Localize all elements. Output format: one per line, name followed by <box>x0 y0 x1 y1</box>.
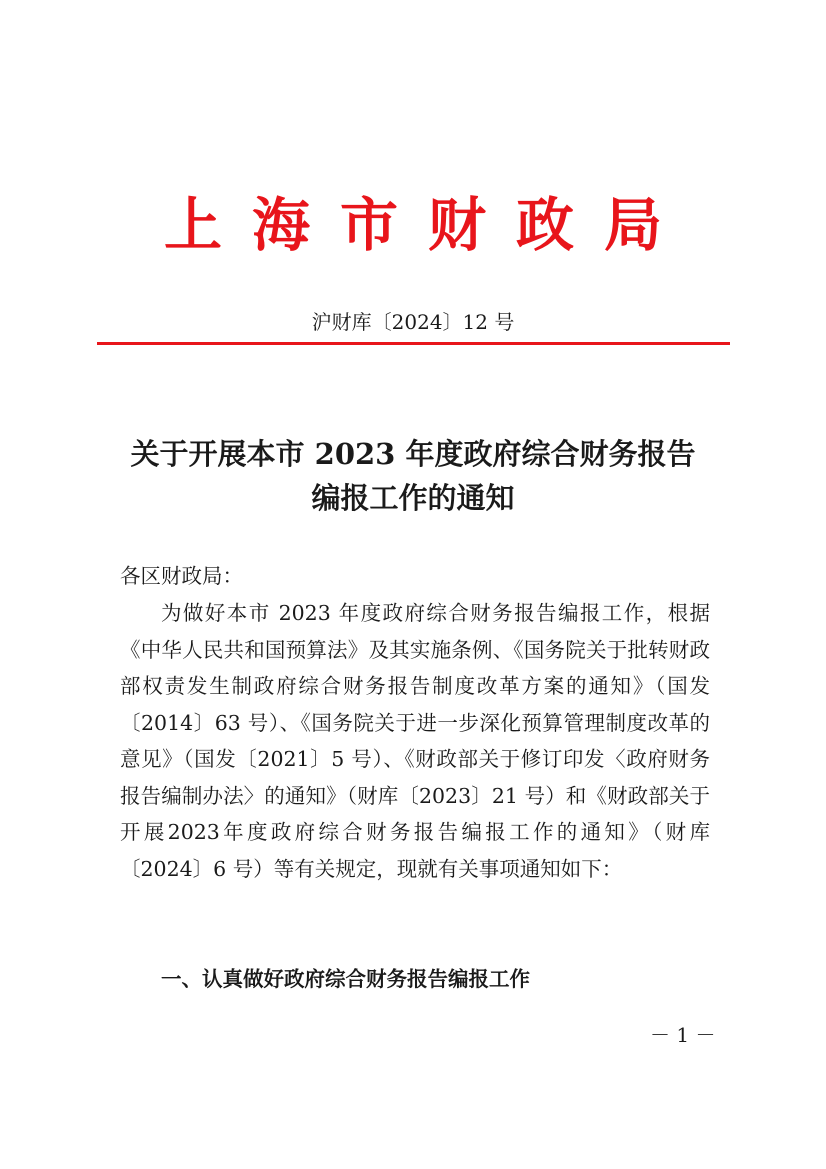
section-heading-1: 一、认真做好政府综合财务报告编报工作 <box>161 967 530 991</box>
page-number: － 1 － <box>650 1023 716 1047</box>
title-line-1: 关于开展本市 2023 年度政府综合财务报告 <box>130 437 696 471</box>
document-number: 沪财库〔2024〕12 号 <box>311 310 515 334</box>
paragraph-1: 为做好本市 2023 年度政府综合财务报告编报工作，根据《中华人民共和国预算法》及其实施条例、《国务院关于批转财政部权责发生制政府综合财务报告制度改革方案的通知》（国发〔2014〕63 号）、《国务院关于进一步深化预算管理制度改革的意见》（国发〔2021〕5 号）、《财政部关于修订印发〈政府财务报告编制办法〉的通知》（财库〔2023〕21 号）和《财政部关于开展2023年度政府综合财务报告编报工作的通知》（财库〔2024〕6 号）等有关规定，现就有关事项通知如下： <box>120 601 710 881</box>
red-divider-line <box>97 342 730 345</box>
title-line-2: 编报工作的通知 <box>311 481 515 515</box>
issuer-name: 上海市财政局 <box>163 191 692 259</box>
document-title <box>60 432 766 520</box>
body-text <box>120 595 710 887</box>
salutation: 各区财政局： <box>120 564 243 588</box>
